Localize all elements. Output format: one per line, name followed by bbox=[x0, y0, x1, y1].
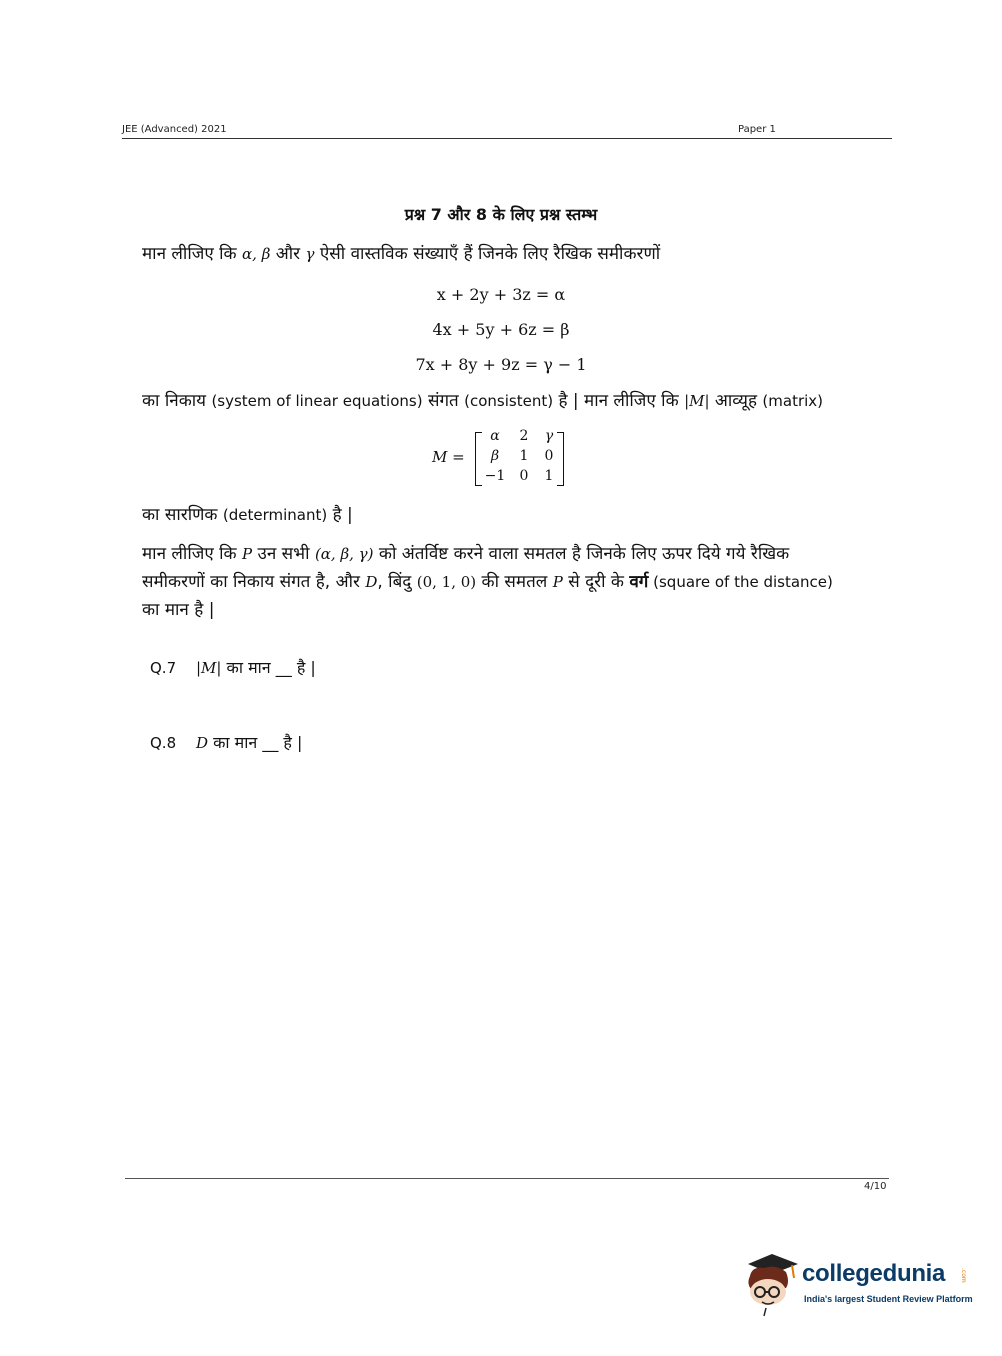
question-math: D bbox=[196, 734, 209, 752]
intro-math-gamma: γ bbox=[305, 245, 315, 263]
page-number: 4/10 bbox=[864, 1181, 887, 1192]
matrix-right-bracket bbox=[557, 432, 564, 486]
system-text-4: आव्यूह bbox=[709, 391, 763, 411]
matrix-cell: −1 bbox=[484, 468, 506, 484]
intro-text-1: मान लीजिए कि bbox=[142, 244, 243, 264]
section-title: प्रश्न 7 और 8 के लिए प्रश्न स्तम्भ bbox=[404, 205, 598, 224]
matrix-cell: 1 bbox=[544, 468, 554, 484]
header-divider bbox=[122, 138, 892, 139]
matrix-grid bbox=[482, 428, 558, 488]
mascot-icon bbox=[742, 1252, 800, 1318]
matrix-cell: 1 bbox=[519, 448, 529, 464]
system-english-1: (system of linear equations) bbox=[211, 392, 423, 410]
system-paragraph bbox=[142, 387, 823, 415]
det-english: (determinant) bbox=[222, 506, 328, 524]
matrix-label: M = bbox=[432, 448, 465, 466]
matrix-cell: β bbox=[490, 448, 500, 464]
plane-bold-text: वर्ग bbox=[629, 572, 649, 592]
question-math: |M| bbox=[196, 659, 222, 677]
plane-text: से दूरी के bbox=[562, 572, 630, 592]
matrix-cell: 0 bbox=[519, 468, 529, 484]
logo-tagline: India's largest Student Review Platform bbox=[804, 1294, 973, 1304]
intro-math-alpha-beta: α, β bbox=[242, 245, 271, 263]
equation-1: x + 2y + 3z = α bbox=[436, 285, 566, 304]
plane-text: उन सभी bbox=[252, 544, 315, 564]
plane-paragraph-line-1 bbox=[142, 540, 789, 568]
plane-math-p: P bbox=[552, 573, 563, 591]
determinant-line bbox=[142, 501, 353, 529]
system-english-2: (consistent) bbox=[464, 392, 554, 410]
matrix-left-bracket bbox=[475, 432, 482, 486]
plane-text: , बिंदु bbox=[377, 572, 417, 592]
plane-text: का मान है | bbox=[142, 600, 215, 620]
matrix-cell: 2 bbox=[519, 428, 529, 444]
collegedunia-logo bbox=[742, 1252, 972, 1318]
equation-3: 7x + 8y + 9z = γ − 1 bbox=[415, 355, 587, 374]
system-text-2: संगत bbox=[422, 391, 465, 411]
question-number: Q.7 bbox=[150, 659, 177, 677]
plane-text: को अंतर्विष्ट करने वाला समतल है जिनके लिए ऊपर दिये गये रैखिक bbox=[373, 544, 790, 564]
header-exam-name: JEE (Advanced) 2021 bbox=[122, 124, 227, 135]
question-number: Q.8 bbox=[150, 734, 177, 752]
question-7 bbox=[150, 656, 316, 678]
intro-text-3: ऐसी वास्तविक संख्याएँ हैं जिनके लिए रैखिक समीकरणों bbox=[314, 244, 661, 264]
plane-english: (square of the distance) bbox=[648, 573, 833, 591]
system-text-1: का निकाय bbox=[142, 391, 212, 411]
header-paper: Paper 1 bbox=[738, 124, 776, 135]
question-text: का मान __ है | bbox=[221, 658, 316, 677]
plane-text: समीकरणों का निकाय संगत है, और bbox=[142, 572, 366, 592]
intro-text-2: और bbox=[270, 244, 306, 264]
matrix-cell: α bbox=[490, 428, 500, 444]
system-english-3: (matrix) bbox=[762, 392, 824, 410]
equation-2: 4x + 5y + 6z = β bbox=[432, 320, 570, 339]
question-8 bbox=[150, 731, 302, 753]
plane-text: की समतल bbox=[476, 572, 553, 592]
plane-math-triple: (α, β, γ) bbox=[314, 545, 374, 563]
logo-domain-suffix: .com bbox=[960, 1268, 967, 1283]
matrix-cell: γ bbox=[544, 428, 554, 444]
plane-paragraph-line-3 bbox=[142, 596, 214, 624]
plane-math-point: (0, 1, 0) bbox=[416, 573, 477, 591]
det-text-2: है | bbox=[327, 505, 353, 525]
plane-math-d: D bbox=[365, 573, 378, 591]
system-text-3: है | मान लीजिए कि bbox=[553, 391, 685, 411]
plane-math-p: P bbox=[242, 545, 253, 563]
logo-wordmark: collegedunia bbox=[802, 1260, 946, 1287]
plane-text: मान लीजिए कि bbox=[142, 544, 243, 564]
plane-paragraph-line-2 bbox=[142, 568, 833, 596]
matrix-cell: 0 bbox=[544, 448, 554, 464]
question-text: का मान __ है | bbox=[208, 733, 303, 752]
system-math-det-m: |M| bbox=[684, 392, 710, 410]
det-text-1: का सारणिक bbox=[142, 505, 223, 525]
footer-divider bbox=[125, 1178, 889, 1179]
intro-paragraph bbox=[142, 240, 660, 268]
